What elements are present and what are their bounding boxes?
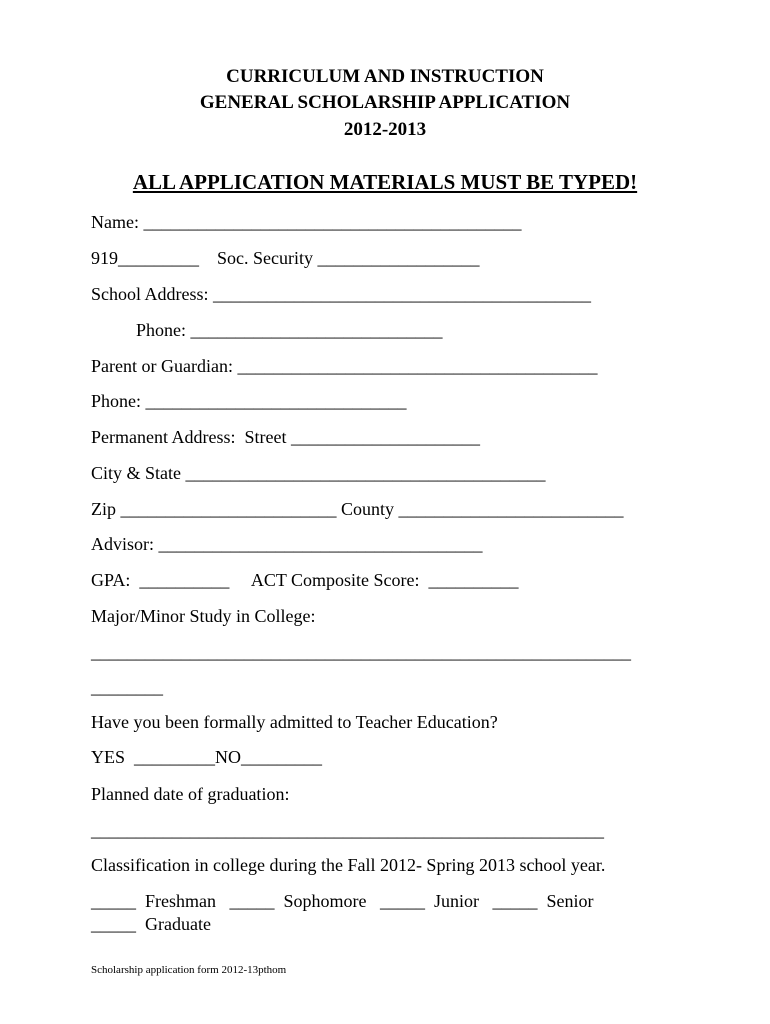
zip-county-field[interactable]: Zip ________________________ County _________________________ — [91, 499, 624, 519]
school-phone-field[interactable]: Phone: ____________________________ — [136, 320, 443, 340]
yes-no-field[interactable]: YES _________NO_________ — [91, 747, 323, 767]
footer-note: Scholarship application form 2012-13pthom — [91, 964, 287, 976]
major-minor-line-2[interactable]: ________ — [91, 677, 163, 697]
school-address-field[interactable]: School Address: __________________________________________ — [91, 284, 592, 304]
graduation-date-line[interactable]: _________________________________________________________ — [91, 820, 604, 840]
classification-question: Classification in college during the Fall 2012- Spring 2013 school year. — [91, 855, 606, 875]
permanent-address-field[interactable]: Permanent Address: Street _____________________ — [91, 427, 480, 447]
title-application: GENERAL SCHOLARSHIP APPLICATION — [199, 92, 571, 113]
graduation-date-label: Planned date of graduation: — [91, 784, 290, 804]
gpa-act-field[interactable]: GPA: __________ ACT Composite Score: __________ — [91, 570, 519, 590]
title-year: 2012-2013 — [343, 119, 427, 140]
name-field[interactable]: Name: __________________________________________ — [91, 212, 522, 232]
teacher-education-question: Have you been formally admitted to Teacher Education? — [91, 712, 498, 732]
classification-graduate[interactable]: _____ Graduate — [91, 914, 211, 934]
title-department: CURRICULUM AND INSTRUCTION — [226, 66, 544, 87]
classification-options[interactable]: _____ Freshman _____ Sophomore _____ Junior _____ Senior — [91, 891, 594, 911]
city-state-field[interactable]: City & State ________________________________________ — [91, 463, 546, 483]
parent-guardian-field[interactable]: Parent or Guardian: ________________________________________ — [91, 356, 598, 376]
major-minor-label: Major/Minor Study in College: — [91, 606, 316, 626]
parent-phone-field[interactable]: Phone: _____________________________ — [91, 391, 407, 411]
advisor-field[interactable]: Advisor: ____________________________________ — [91, 534, 483, 554]
major-minor-line-1[interactable]: ____________________________________________________________ — [91, 642, 631, 662]
typed-warning: ALL APPLICATION MATERIALS MUST BE TYPED! — [132, 170, 638, 194]
id-ssn-field[interactable]: 919_________ Soc. Security __________________ — [91, 248, 480, 268]
